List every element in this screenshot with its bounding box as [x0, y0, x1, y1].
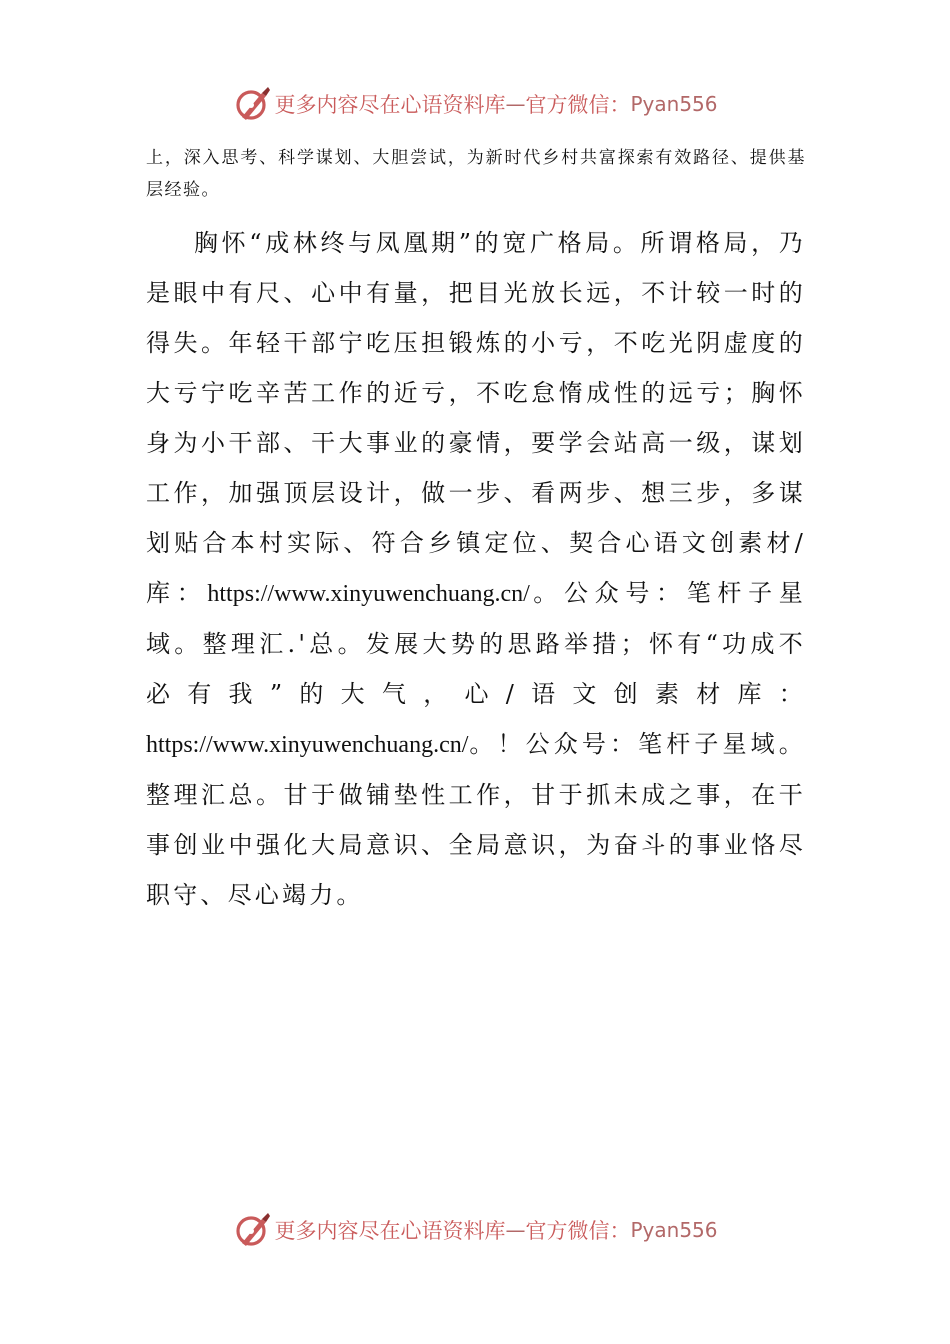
footer-banner	[0, 1208, 950, 1252]
source-url-1: https://www.xinyuwenchuang.cn/	[207, 581, 530, 607]
main-paragraph-text	[146, 218, 806, 920]
pen-logo-icon	[232, 1210, 272, 1250]
source-url-2: https://www.xinyuwenchuang.cn/	[146, 732, 469, 758]
header-banner-separator: —	[505, 92, 526, 116]
paragraph-part-2: 。公众号：笔杆子星域。整理汇.'总。发展大势的思路举措；怀有“功成不必有我”的大气，心/语文创素材库：	[146, 579, 806, 708]
header-wechat-id: Pyan556	[630, 92, 718, 116]
footer-banner-separator: —	[505, 1218, 526, 1242]
footer-wechat-label: 官方微信：	[525, 1219, 631, 1243]
main-paragraph	[146, 218, 806, 920]
pen-logo-icon	[232, 84, 272, 124]
footer-banner-text: 更多内容尽在心语资料库	[274, 1219, 506, 1243]
intro-paragraph	[146, 142, 806, 206]
intro-text: 上，深入思考、科学谋划、大胆尝试，为新时代乡村共富探索有效路径、提供基层经验。	[146, 148, 806, 200]
paragraph-part-1: 胸怀“成林终与凤凰期”的宽广格局。所谓格局，乃是眼中有尺、心中有量，把目光放长远，不计较一时的得失。年轻干部宁吃压担锻炼的小亏，不吃光阴虚度的大亏宁吃辛苦工作的近亏，不吃怠惰成性的远亏；胸怀身为小干部、干大事业的豪情，要学会站高一级，谋划工作，加强顶层设计，做一步、看两步、想三步，多谋划贴合本村实际、符合乡镇定位、契合心语文创素材/库：	[146, 229, 806, 607]
header-banner-text: 更多内容尽在心语资料库	[274, 93, 506, 117]
paragraph-part-3: 。！公众号：笔杆子星域。整理汇总。甘于做铺垫性工作，甘于抓未成之事，在干事创业中强化大局意识、全局意识，为奋斗的事业恪尽职守、尽心竭力。	[146, 730, 806, 909]
header-wechat-label: 官方微信：	[525, 93, 631, 117]
footer-wechat-id: Pyan556	[630, 1218, 718, 1242]
header-banner	[0, 82, 950, 126]
